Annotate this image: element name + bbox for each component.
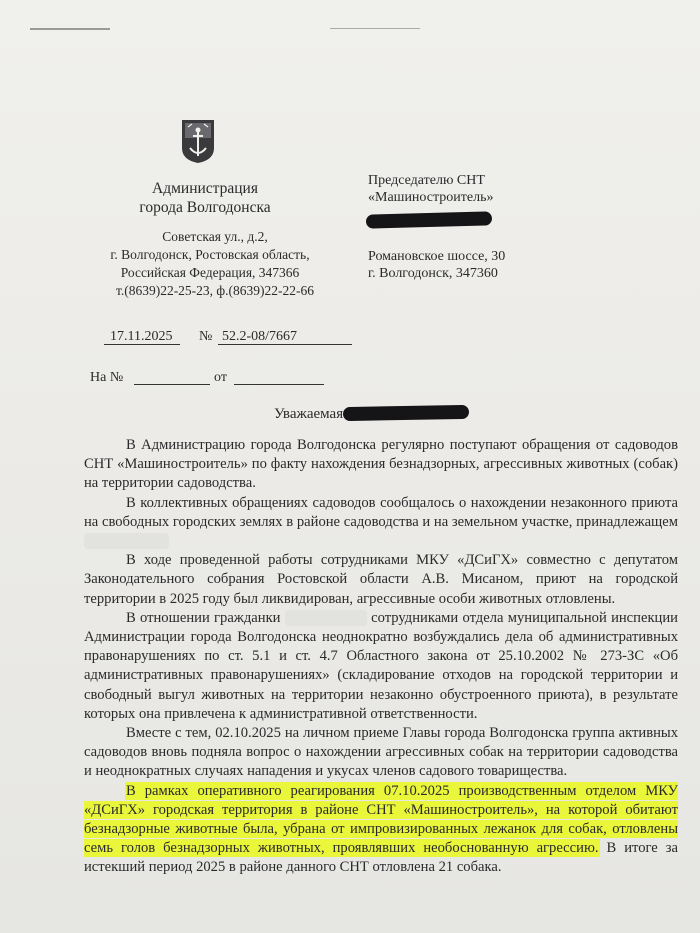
org-address-line: Советская ул., д.2, [162,229,268,244]
reference-date-line [234,384,324,385]
redaction-mark [343,405,469,421]
paragraph-6 [84,782,678,878]
coat-of-arms-icon [180,118,216,164]
reference-label: На № [90,370,124,385]
reference-date-label: от [214,370,227,385]
recipient-address-line: г. Волгодонск, 347360 [368,266,498,281]
highlighted-text: В рамках оперативного реагирования 07.10.2025 производственным отделом МКУ «ДСиГХ» городская территория в районе СНТ «Машиностроитель», на которой обитают безнадзорные животные была, убрана от импровизированных лежанок для собак, отловлены семь голов безнадзорных животных, проявлявших необоснованную агрессию. [84,782,678,857]
page-edge-mark [330,28,420,29]
paragraph-1: В Администрацию города Волгодонска регулярно поступают обращения от садоводов СНТ «Машиностроитель» по факту нахождения безнадзорных, агрессивных животных (собак) на территории садоводства. [84,437,678,492]
paragraph-4-text: сотрудниками отдела муниципальной инспекции Администрации города Волгодонска неоднократно возбуждались дела об административных правонарушениях по ст. 5.1 и ст. 4.7 Областного закона от 25.10.2002 № 273-ЗС «Об административных правонарушениях» (складирование отходов на городской территории и свободный выгул животных на территории незаконно обустроенного приюта), в результате которых она привлечена к административной ответственности. [84,609,678,722]
redaction-mark [366,211,492,228]
paragraph-2 [84,494,678,552]
number-sign: № [199,329,213,344]
paragraph-4-start: В отношении гражданки [126,609,281,626]
recipient-title: Председателю СНТ [368,173,485,188]
blurred-name [285,610,367,626]
recipient-org: «Машиностроитель» [368,190,494,205]
paragraph-4 [84,609,678,724]
org-name-line2: города Волгодонска [139,199,271,216]
org-address-line: г. Волгодонск, Ростовская область, [110,247,310,262]
org-name-line1: Администрация [152,180,258,197]
letter-body [84,436,678,878]
org-phone-line: т.(8639)22-25-23, ф.(8639)22-22-66 [115,283,315,298]
salutation: Уважаемая [274,406,344,422]
org-address-line: Российская Федерация, 347366 [120,265,300,280]
recipient-address-line: Романовское шоссе, 30 [368,249,506,264]
letter-number: 52.2-08/7667 [222,329,298,344]
page-edge-mark [30,28,110,30]
reference-number-line [134,384,210,385]
paragraph-5: Вместе с тем, 02.10.2025 на личном приеме Главы города Волгодонска группа активных садоводов вновь подняла вопрос о нахождении агрессивных собак на территории садоводства и неоднократных случаях нападения и укусах членов садового товарищества. [84,725,678,780]
letter-date: 17.11.2025 [110,329,173,344]
paragraph-2-text: В коллективных обращениях садоводов сообщалось о нахождении незаконного приюта на свободных городских землях в районе садоводства и на земельном участке, принадлежащем [84,494,678,530]
paragraph-6-rest: В итоге за истекший период 2025 в районе данного СНТ отловлена 21 собака. [84,840,678,876]
blurred-name [84,533,169,549]
paragraph-3: В ходе проведенной работы сотрудниками МКУ «ДСиГХ» совместно с депутатом Законодательного собрания Ростовской области А.В. Мисаном, приют на городской территории в 2025 году был ликвидирован, агрессивные особи животных отловлены. [84,552,678,607]
